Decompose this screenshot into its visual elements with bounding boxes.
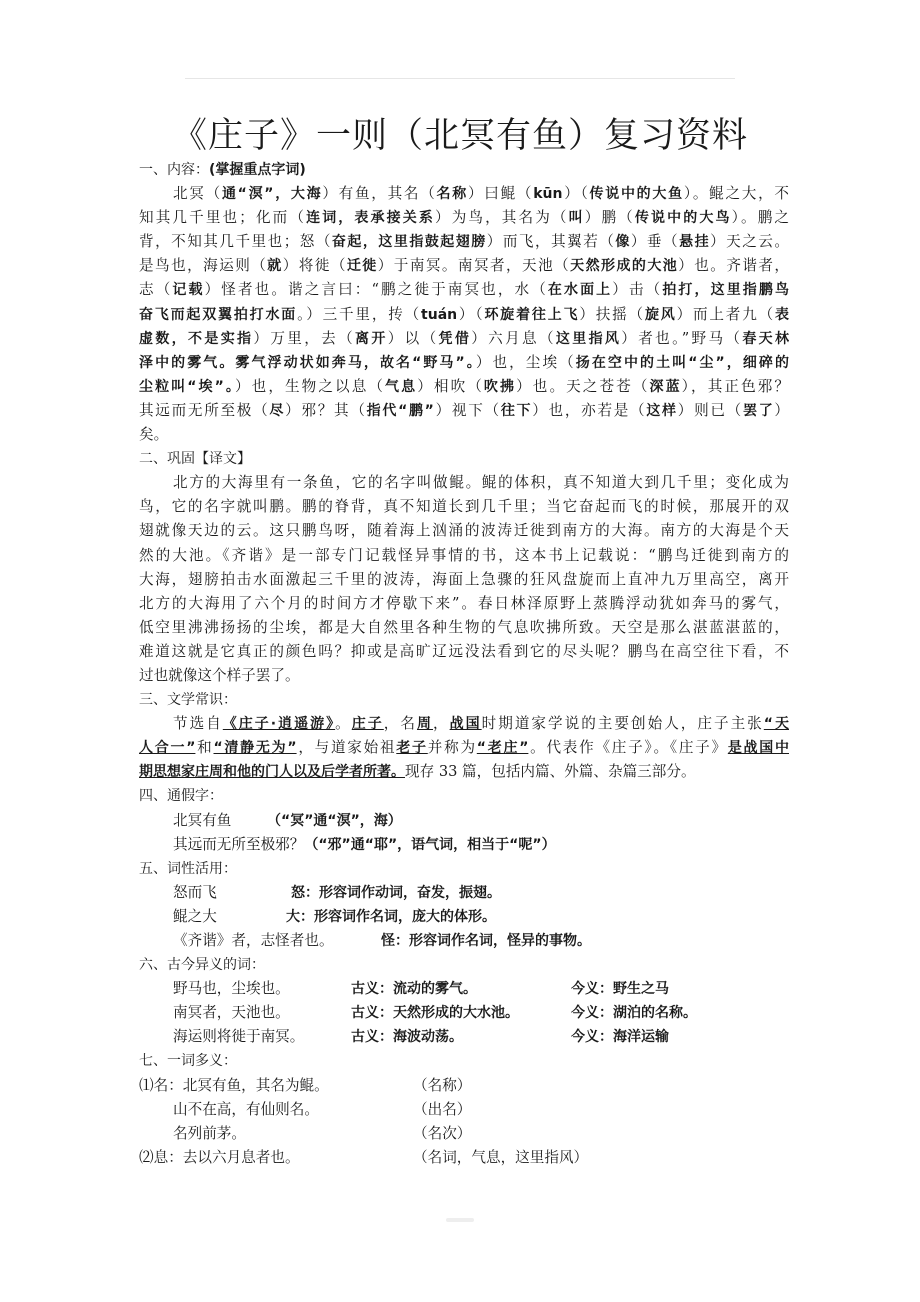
duoyi-item (139, 1146, 789, 1170)
s1-line (139, 423, 789, 447)
emphasis-run: 拍打，这里指鹏鸟 (662, 282, 789, 299)
text-run: ）天之云。 (710, 233, 789, 251)
emphasis-run: 深蓝 (649, 378, 682, 395)
text-run: 知其几千里也；化而（ (139, 209, 307, 227)
gujin-old: 古义：海波动荡。 (351, 1029, 463, 1046)
duoyi-note: （出名） (413, 1100, 472, 1118)
emphasis-run: 期思想家庄周和他的门人以及后学者所著。 (139, 764, 405, 781)
text-run: ）将徙（ (282, 257, 347, 275)
emphasis-run: tuán (421, 306, 458, 323)
section-1-text (139, 182, 789, 447)
text-run: ）者也。”野马（ (621, 329, 743, 347)
translation-line: 大海，翅膀拍击水面激起三千里的波涛，海面上急骤的狂风盘旋而上直冲九万里高空，离开 (139, 570, 789, 588)
text-run: ）相吹（ (417, 377, 484, 395)
text-run: 节选自 (173, 715, 223, 733)
tongjia-item (139, 833, 789, 857)
gujin-new: 今义：湖泊的名称。 (571, 1005, 697, 1022)
section-5-heading: 五、词性活用： (139, 860, 237, 877)
duoyi-text: 山不在高，有仙则名。 (173, 1100, 319, 1118)
tongjia-text: 其远而无所至极邪？ (173, 835, 305, 853)
cixing-note: 怪：形容词作名词，怪异的事物。 (381, 933, 591, 949)
text-run: 背，不知其几千里也；怒（ (139, 233, 332, 251)
text-run: 现存 33 篇，包括内篇、外篇、杂篇三部分。 (405, 763, 696, 781)
emphasis-run: “老庄” (476, 740, 529, 757)
text-run: ，与道家始祖 (296, 739, 397, 757)
text-run: ）怪者也。谐之言曰：“鹏之徙于南冥也，水（ (204, 281, 548, 299)
emphasis-run: 记载 (172, 282, 205, 299)
s1-line (139, 254, 789, 278)
duoyi-text: ⑵息：去以六月息者也。 (139, 1148, 300, 1166)
translation-line: 鸟，它的名字就叫鹏。鹏的脊背，真不知道长到几千里；当它奋起而飞的时候，那展开的双 (139, 498, 789, 516)
emphasis-run: 传说中的大鱼 (589, 186, 684, 203)
cixing-text: 《齐谐》者，志怪者也。 (173, 932, 334, 949)
footer-mark (446, 1218, 474, 1222)
translation-line: 低空里沸沸扬扬的尘埃，都是大自然里各种生物的气息吹拂所致。天空是那么湛蓝湛蓝的， (139, 618, 789, 636)
cixing-item (139, 905, 789, 929)
duoyi-item (139, 1122, 789, 1146)
text-run: ）视下（ (433, 401, 501, 419)
emphasis-run: 这样 (646, 402, 678, 419)
text-run: ）（ (457, 305, 485, 323)
gujin-old: 古义：天然形成的大水池。 (351, 1005, 519, 1022)
cixing-item (139, 881, 789, 905)
section-2-text (139, 471, 789, 688)
emphasis-run: 离开 (355, 330, 388, 347)
gujin-text: 南冥者，天池也。 (173, 1004, 290, 1022)
duoyi-note: （名次） (413, 1124, 472, 1142)
page-title: 《庄子》一则（北冥有鱼）复习资料 (171, 116, 748, 156)
text-run: 矣。 (139, 426, 169, 444)
text-run: ），其正色邪？ (681, 377, 789, 395)
emphasis-run: 像 (615, 234, 631, 251)
emphasis-run: 庄子 (351, 716, 384, 733)
emphasis-run: 连词，表承接关系 (306, 210, 435, 227)
cixing-text: 鲲之大 (173, 907, 217, 925)
emphasis-run: 传说中的大鸟 (634, 210, 732, 227)
s1-line (139, 303, 789, 327)
emphasis-run: 周 (416, 716, 433, 733)
text-run: ）则已（ (677, 401, 743, 419)
emphasis-run: 往下 (500, 402, 533, 419)
gujin-item (139, 977, 789, 1001)
emphasis-run: 就 (267, 258, 283, 275)
text-run: ，名 (383, 715, 417, 733)
emphasis-run: “清静无为” (213, 740, 297, 757)
cixing-note: 怒：形容词作动词，奋发，振翅。 (291, 884, 501, 901)
emphasis-run: 叫 (568, 210, 585, 227)
translation-line: 难道这就是它真正的颜色吗？抑或是高旷辽远没法看到它的尽头呢？鹏鸟在高空往下看，不 (139, 642, 789, 660)
emphasis-run: 尘粒叫“埃”。 (139, 378, 235, 395)
text-run: ）也。齐谐者， (678, 257, 789, 275)
text-run: 。代表作《庄子》。《庄子》 (528, 739, 728, 757)
emphasis-run: 环旋着往上飞 (484, 306, 580, 323)
emphasis-run: 春天林 (742, 330, 789, 347)
s1-line (139, 351, 789, 375)
text-run: ）垂（ (630, 233, 680, 251)
tongjia-text: 北冥有鱼 (173, 811, 246, 829)
text-run: 其远而无所至极（ (139, 401, 270, 419)
text-run: ）。鲲之大，不 (683, 185, 789, 203)
emphasis-run: 老子 (396, 740, 428, 757)
s1-line (139, 327, 789, 351)
translation-line: 然的大池。《齐谐》是一部专门记载怪异事情的书，这本书上记载说：“鹏鸟迁徙到南方的 (139, 546, 789, 564)
s1-line (139, 399, 789, 423)
text-run: 时期道家学说的主要创始人，庄子主张 (481, 715, 764, 733)
text-run: ）鹏（ (584, 209, 635, 227)
gujin-new: 今义：野生之马 (571, 981, 669, 998)
text-run: 。 (335, 715, 352, 733)
emphasis-run: 旋风 (644, 306, 677, 323)
s3-line (139, 712, 789, 736)
text-run: ）也，亦若是（ (532, 401, 647, 419)
emphasis-run: 尽 (269, 402, 286, 419)
text-run: ）而上者九（ (676, 305, 776, 323)
translation-line: 过也就像这个样子罢了。 (139, 666, 300, 684)
tongjia-item (139, 809, 789, 833)
s1-line (139, 182, 789, 206)
emphasis-run: 气息 (385, 378, 418, 395)
duoyi-item (139, 1074, 789, 1098)
gujin-text: 海运则将徙于南冥。 (173, 1028, 305, 1046)
text-run: 北冥（ (173, 185, 222, 203)
text-run: ）（ (562, 185, 590, 203)
duoyi-note: （名词，气息，这里指风） (413, 1148, 589, 1166)
emphasis-run: 表 (775, 306, 789, 323)
emphasis-run: 迁徙 (346, 258, 378, 275)
translation-line: 北方的大海用了六个月的时间方才停歇下来”。春日林泽原野上蒸腾浮动犹如奔马的雾气， (139, 594, 789, 612)
text-run: ）曰鲲（ (467, 185, 534, 203)
text-run: 和 (195, 739, 214, 757)
emphasis-run: 是战国中 (727, 740, 789, 757)
text-run: ） (774, 401, 789, 419)
emphasis-run: 虚数，不是实指 (139, 330, 254, 347)
section-6-heading: 六、古今异义的词： (139, 957, 265, 974)
tongjia-note: （“冥”通“溟”，海） (267, 812, 402, 829)
text-run: ）六月息（ (471, 329, 556, 347)
duoyi-item (139, 1098, 789, 1122)
emphasis-run: 凭借 (438, 330, 472, 347)
emphasis-run: 吹拂 (483, 378, 517, 395)
emphasis-run: 这里指风 (555, 330, 622, 347)
emphasis-run: 奋起，这里指鼓起翅膀 (331, 234, 487, 251)
emphasis-run: “天 (763, 716, 789, 733)
tongjia-note: （“邪”通“耶”，语气词，相当于“呢”） (304, 836, 556, 853)
text-run: 志（ (139, 281, 173, 299)
s1-line (139, 230, 789, 254)
duoyi-text: ⑴名：北冥有鱼，其名为鲲。 (139, 1076, 329, 1094)
text-run: ）扶摇（ (579, 305, 645, 323)
text-run: 是鸟也，海运则（ (139, 257, 268, 275)
text-run: ）。鹏之 (731, 209, 789, 227)
text-run: ）也，生物之以息（ (234, 377, 386, 395)
emphasis-run: 名称 (436, 186, 468, 203)
s1-line (139, 375, 789, 399)
duoyi-note: （名称） (413, 1076, 472, 1094)
text-run: ）击（ (612, 281, 663, 299)
text-run: 并称为 (427, 739, 477, 757)
duoyi-text: 名列前茅。 (173, 1124, 246, 1142)
text-run: ）而飞，其翼若（ (486, 233, 616, 251)
text-run: ）有鱼，其名（ (322, 185, 437, 203)
gujin-item (139, 1025, 789, 1049)
emphasis-run: 《庄子·逍遥游》 (222, 716, 336, 733)
gujin-text: 野马也，尘埃也。 (173, 980, 290, 998)
s1-line (139, 206, 789, 230)
text-run: ）于南冥。南冥者，天池（ (377, 257, 571, 275)
header-rule (185, 78, 735, 79)
section-4-heading: 四、通假字： (139, 788, 223, 805)
emphasis-run: 指代“鹏” (366, 402, 434, 419)
cixing-text: 怒而飞 (173, 883, 217, 901)
emphasis-run: 战国 (449, 716, 482, 733)
section-1-number: 一、内容： (139, 162, 209, 178)
section-2-heading: 二、巩固【译文】 (139, 451, 251, 468)
emphasis-run: 在水面上 (547, 282, 613, 299)
gujin-new: 今义：海洋运输 (571, 1029, 669, 1046)
section-7-heading: 七、一词多义： (139, 1053, 237, 1070)
emphasis-run: 悬挂 (679, 234, 711, 251)
text-run: ）万里，去（ (253, 329, 356, 347)
emphasis-run: 通“溟”，大海 (221, 186, 323, 203)
gujin-item (139, 1001, 789, 1025)
emphasis-run: kūn (533, 186, 563, 203)
emphasis-run: 奋飞而起双翼拍打水面 (139, 306, 298, 323)
cixing-item (139, 929, 789, 953)
section-1-subtitle: (掌握重点字词) (209, 162, 306, 178)
s3-line (139, 760, 789, 784)
text-run: 。）三千里，抟（ (297, 305, 422, 323)
section-1-heading (139, 158, 789, 182)
text-run: ）也。天之苍苍（ (516, 377, 650, 395)
text-run: ）邪？其（ (285, 401, 367, 419)
emphasis-run: 扬在空中的土叫“尘”，细碎的 (575, 354, 789, 371)
s3-line (139, 736, 789, 760)
text-run: ）以（ (387, 329, 439, 347)
section-3-text (139, 712, 789, 784)
emphasis-run: 人合一” (139, 740, 196, 757)
emphasis-run: 泽中的雾气。雾气浮动状如奔马，故名“野马”。 (139, 354, 476, 371)
emphasis-run: 罢了 (742, 402, 775, 419)
translation-line: 翅就像天边的云。这只鹏鸟呀，随着海上汹涌的波涛迁徙到南方的大海。南方的大海是个天 (139, 522, 789, 540)
document-body (139, 158, 789, 1170)
text-run: ）也，尘埃（ (475, 353, 576, 371)
section-3-heading: 三、文学常识： (139, 692, 237, 709)
translation-line: 北方的大海里有一条鱼，它的名字叫做鲲。鲲的体积，真不知道大到几千里；变化成为 (173, 474, 789, 492)
emphasis-run: 天然形成的大池 (570, 258, 679, 275)
text-run: ， (433, 715, 450, 733)
text-run: ）为鸟，其名为（ (434, 209, 569, 227)
s1-line (139, 278, 789, 302)
cixing-note: 大：形容词作名词，庞大的体形。 (286, 908, 496, 925)
gujin-old: 古义：流动的雾气。 (351, 981, 477, 998)
